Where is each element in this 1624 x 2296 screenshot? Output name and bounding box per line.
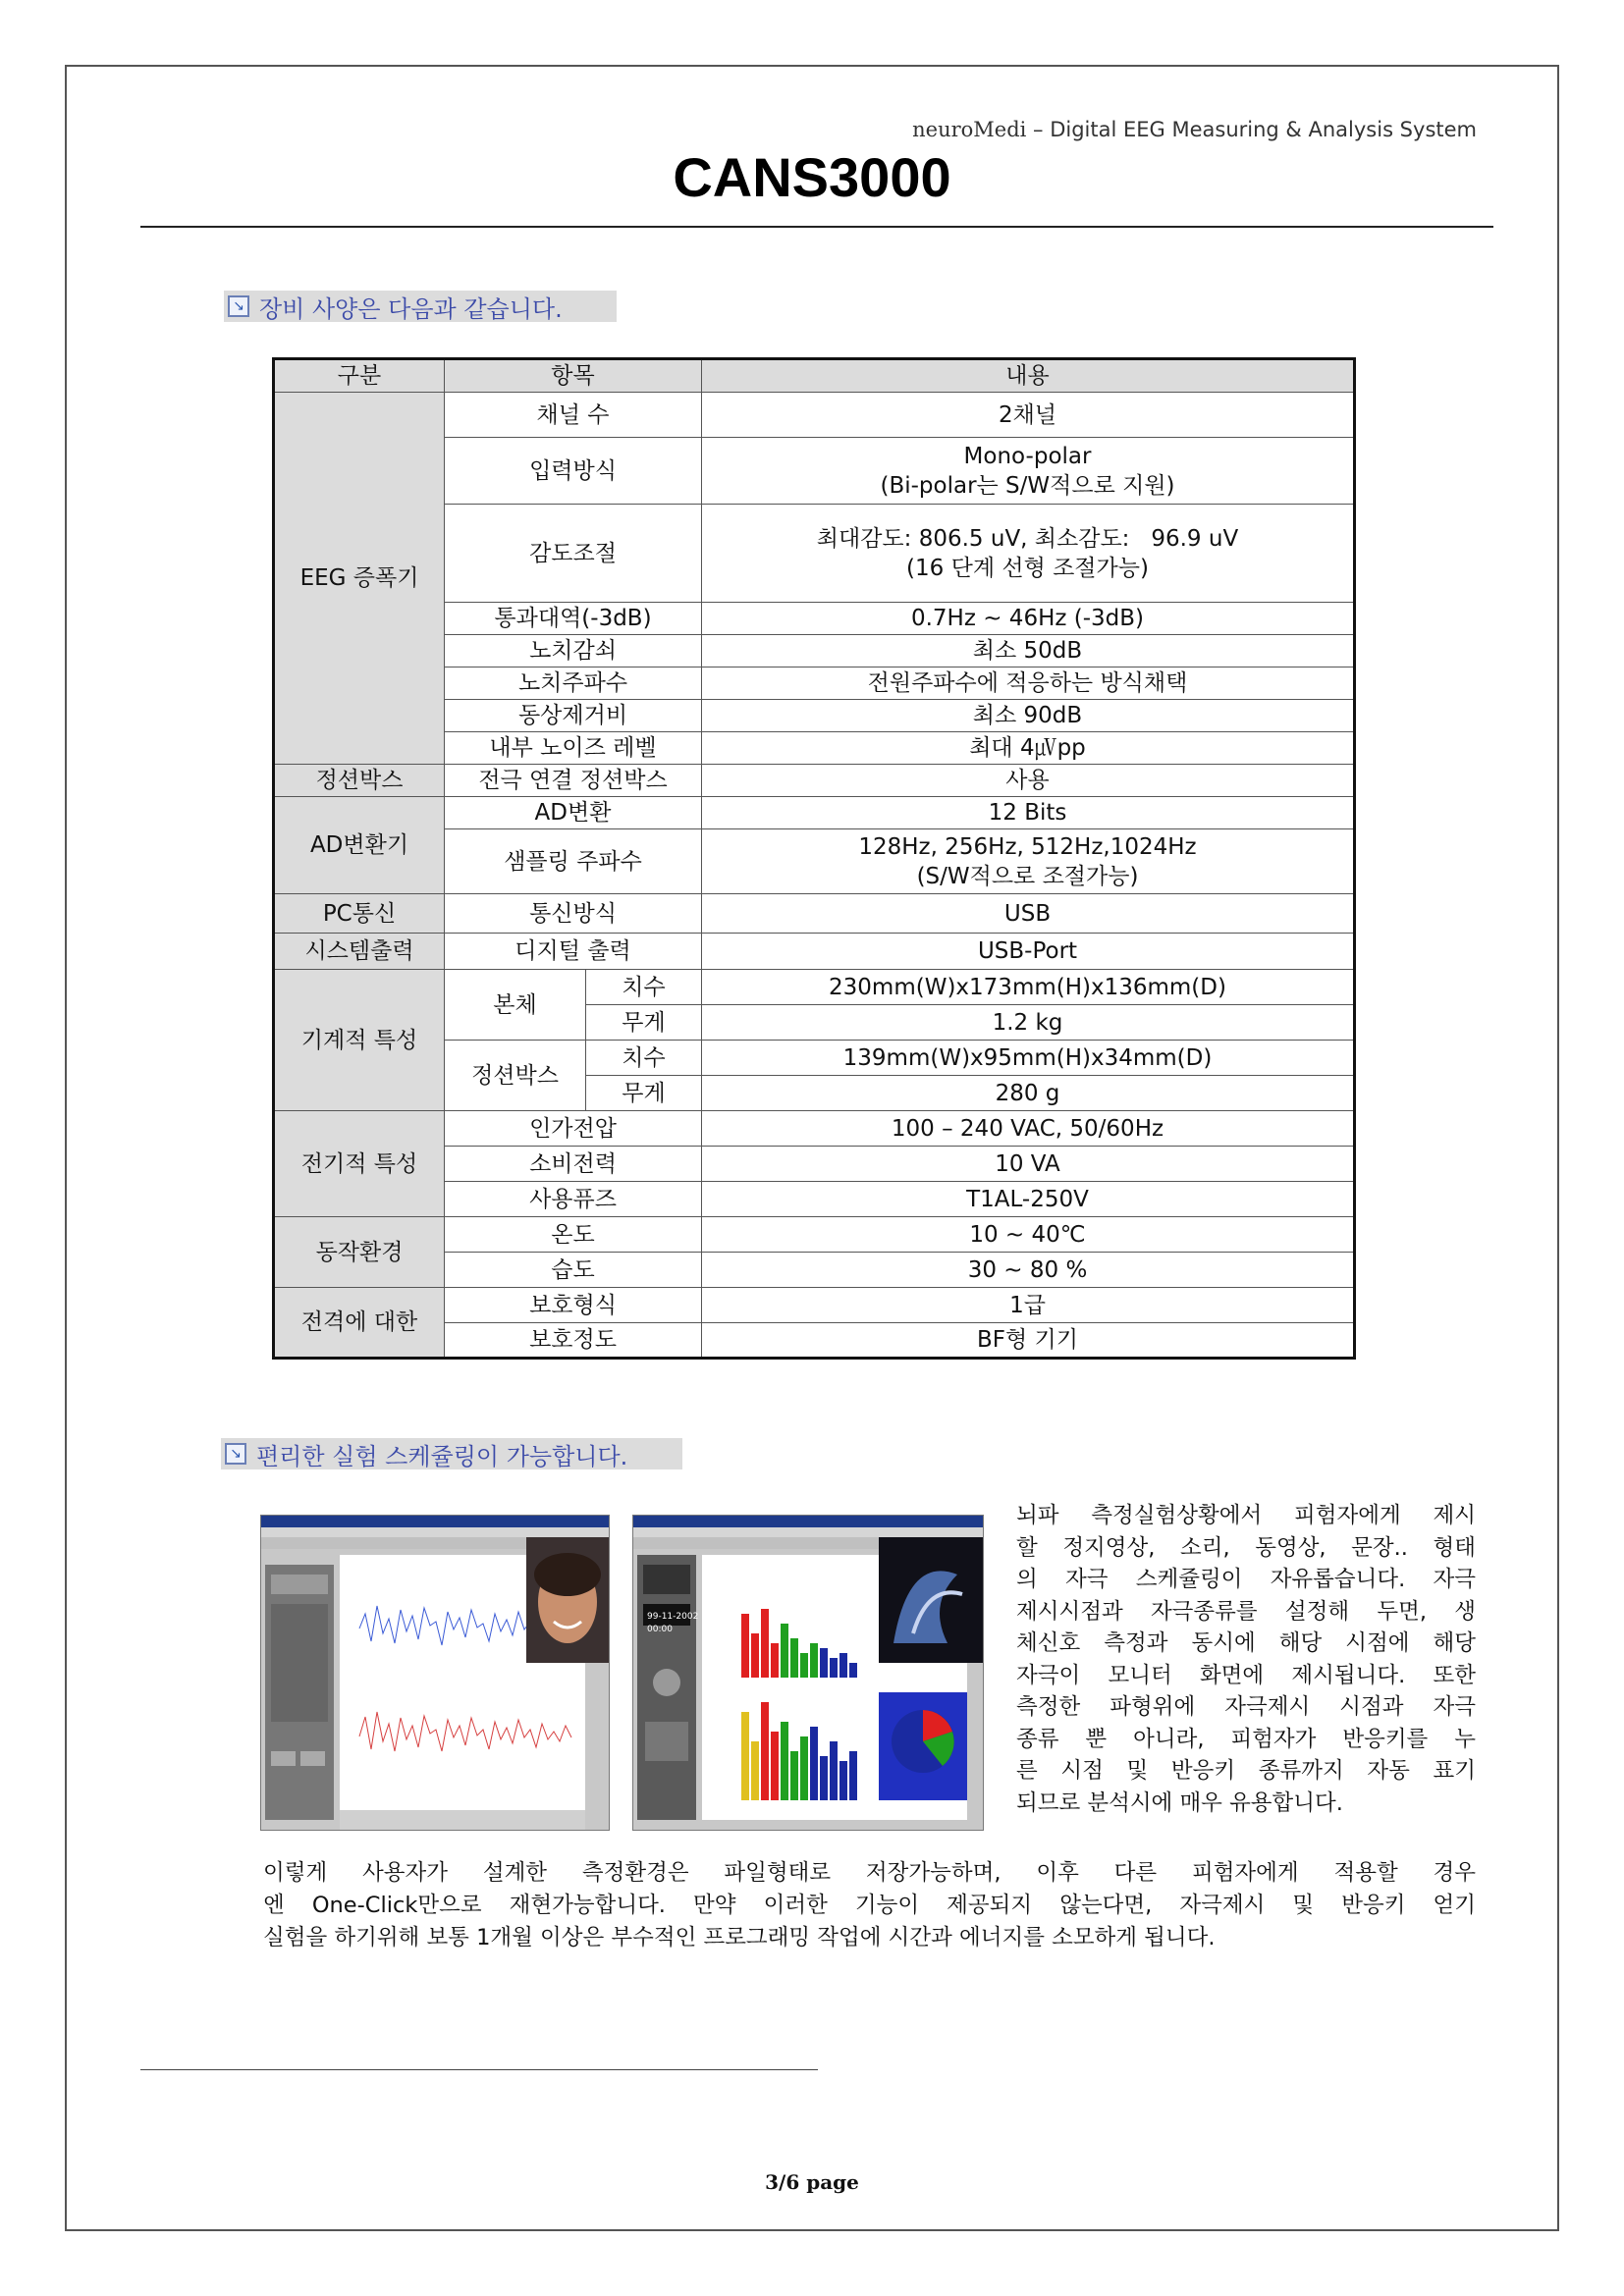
item-cell: 통신방식	[445, 894, 702, 934]
category-cell: 기계적 특성	[274, 970, 445, 1111]
category-cell: AD변환기	[274, 797, 445, 894]
header-content: 내용	[702, 359, 1355, 393]
screenshot-spectrum	[632, 1515, 984, 1831]
content-line: 128Hz, 256Hz, 512Hz,1024Hz	[858, 833, 1197, 860]
paragraph-line: 이렇게 사용자가 설계한 측정환경은 파일형태로 저장가능하며, 이후 다른 피험자에게 적용할 경우	[263, 1860, 1476, 1886]
content-cell: 10 ~ 40℃	[702, 1217, 1355, 1253]
screenshot-time: 00:00	[647, 1625, 673, 1634]
screenshot-date: 99-11-2002	[647, 1612, 699, 1622]
item-cell: 샘플링 주파수	[445, 829, 702, 894]
document-title: CANS3000	[673, 146, 951, 208]
group-cell: 정션박스	[445, 1041, 586, 1111]
brand-name: neuroMedi	[912, 118, 1027, 141]
paragraph-line: 할 정지영상, 소리, 동영상, 문장.. 형태	[1016, 1534, 1476, 1561]
item-cell: 내부 노이즈 레벨	[445, 732, 702, 765]
paragraph-line: 자극이 모니터 화면에 제시됩니다. 또한	[1016, 1662, 1476, 1688]
schedule-section-heading	[221, 1438, 682, 1469]
paragraph-line: 종류 뿐 아니라, 피험자가 반응키를 누	[1016, 1726, 1476, 1752]
item-cell: 사용퓨즈	[445, 1182, 702, 1217]
item-cell: 디지털 출력	[445, 934, 702, 970]
screenshot-spectrum-graphic	[633, 1516, 983, 1830]
item-cell: AD변환	[445, 797, 702, 829]
table-row	[274, 1217, 1355, 1253]
item-cell: 보호형식	[445, 1288, 702, 1323]
body-paragraph	[263, 1857, 1476, 1954]
group-cell: 본체	[445, 970, 586, 1041]
table-row	[274, 393, 1355, 438]
content-cell: T1AL-250V	[702, 1182, 1355, 1217]
header-rule	[140, 226, 1493, 228]
content-cell: 230mm(W)x173mm(H)x136mm(D)	[702, 970, 1355, 1005]
paragraph-line: 제시시점과 자극종류를 설정해 두면, 생	[1016, 1598, 1476, 1625]
content-cell: 100 – 240 VAC, 50/60Hz	[702, 1111, 1355, 1147]
table-header-row	[274, 359, 1355, 393]
content-cell	[702, 438, 1355, 505]
content-cell: 1.2 kg	[702, 1005, 1355, 1041]
content-cell: 0.7Hz ~ 46Hz (-3dB)	[702, 603, 1355, 635]
content-line: (S/W적으로 조절가능)	[916, 863, 1139, 889]
item-cell: 소비전력	[445, 1147, 702, 1182]
content-line: (Bi-polar는 S/W적으로 지원)	[880, 472, 1175, 499]
item-cell: 무게	[586, 1076, 702, 1111]
screenshot-waveform	[260, 1515, 610, 1831]
header-item: 항목	[445, 359, 702, 393]
item-cell: 보호정도	[445, 1323, 702, 1359]
table-row	[274, 765, 1355, 797]
spec-table	[272, 357, 1356, 1360]
item-cell: 전극 연결 정션박스	[445, 765, 702, 797]
system-description: – Digital EEG Measuring & Analysis System	[1026, 118, 1477, 141]
paragraph-line: 른 시점 및 반응키 종류까지 자동 표기	[1016, 1758, 1476, 1784]
content-cell	[702, 505, 1355, 603]
arrow-box-icon: ↘	[228, 295, 249, 317]
category-cell: 전기적 특성	[274, 1111, 445, 1217]
screenshot-waveform-graphic	[261, 1516, 609, 1830]
paragraph-line: 체신호 측정과 동시에 해당 시점에 해당	[1016, 1630, 1476, 1656]
content-cell: BF형 기기	[702, 1323, 1355, 1359]
paragraph-line: 의 자극 스케쥴링이 자유롭습니다. 자극	[1016, 1567, 1476, 1592]
item-cell: 무게	[586, 1005, 702, 1041]
content-cell: 2채널	[702, 393, 1355, 438]
page-number: 3/6 page	[765, 2170, 859, 2194]
item-cell: 채널 수	[445, 393, 702, 438]
footnote-rule	[140, 2069, 818, 2070]
scheduling-description	[1016, 1500, 1476, 1819]
category-cell: 시스템출력	[274, 934, 445, 970]
paragraph-line: 실험을 하기위해 보통 1개월 이상은 부수적인 프로그래밍 작업에 시간과 에너지를 소모하게 됩니다.	[263, 1925, 1216, 1950]
item-cell: 온도	[445, 1217, 702, 1253]
content-cell: 30 ~ 80 %	[702, 1253, 1355, 1288]
table-row	[274, 894, 1355, 934]
content-cell: 전원주파수에 적응하는 방식채택	[702, 667, 1355, 700]
table-row	[274, 934, 1355, 970]
header-subtitle	[912, 118, 1477, 141]
content-cell: USB-Port	[702, 934, 1355, 970]
table-row	[274, 970, 1355, 1005]
content-cell: 1급	[702, 1288, 1355, 1323]
paragraph-line: 되므로 분석시에 매우 유용합니다.	[1016, 1789, 1343, 1816]
category-cell: 동작환경	[274, 1217, 445, 1288]
item-cell: 치수	[586, 970, 702, 1005]
item-cell: 인가전압	[445, 1111, 702, 1147]
content-cell: 12 Bits	[702, 797, 1355, 829]
content-line: 최대감도: 806.5 uV, 최소감도: 96.9 uV	[816, 525, 1239, 552]
content-cell: 139mm(W)x95mm(H)x34mm(D)	[702, 1041, 1355, 1076]
table-row	[274, 797, 1355, 829]
content-cell: 최소 50dB	[702, 635, 1355, 667]
content-cell: 사용	[702, 765, 1355, 797]
item-cell: 치수	[586, 1041, 702, 1076]
item-cell: 노치감쇠	[445, 635, 702, 667]
item-cell: 습도	[445, 1253, 702, 1288]
content-cell: 최소 90dB	[702, 700, 1355, 732]
content-cell: USB	[702, 894, 1355, 934]
item-cell: 감도조절	[445, 505, 702, 603]
content-cell: 280 g	[702, 1076, 1355, 1111]
item-cell: 동상제거비	[445, 700, 702, 732]
paragraph-line: 뇌파 측정실험상황에서 피험자에게 제시	[1016, 1503, 1476, 1528]
table-row	[274, 1288, 1355, 1323]
spec-section-heading	[224, 291, 617, 322]
content-line: Mono-polar	[963, 443, 1092, 469]
paragraph-line: 측정한 파형위에 자극제시 시점과 자극	[1016, 1694, 1476, 1720]
category-cell: PC통신	[274, 894, 445, 934]
table-row	[274, 1111, 1355, 1147]
header-category: 구분	[274, 359, 445, 393]
content-line: (16 단계 선형 조절가능)	[906, 555, 1149, 581]
schedule-heading-text: 편리한 실험 스케쥴링이 가능합니다.	[256, 1442, 628, 1470]
item-cell: 노치주파수	[445, 667, 702, 700]
spec-heading-text: 장비 사양은 다음과 같습니다.	[259, 294, 563, 323]
category-cell: EEG 증폭기	[274, 393, 445, 765]
paragraph-line: 엔 One-Click만으로 재현가능합니다. 만약 이러한 기능이 제공되지 않는다면, 자극제시 및 반응키 얻기	[263, 1893, 1476, 1918]
content-cell	[702, 829, 1355, 894]
category-cell: 정션박스	[274, 765, 445, 797]
item-cell: 입력방식	[445, 438, 702, 505]
content-cell: 최대 4㎶pp	[702, 732, 1355, 765]
arrow-box-icon: ↘	[225, 1443, 246, 1465]
content-cell: 10 VA	[702, 1147, 1355, 1182]
item-cell: 통과대역(-3dB)	[445, 603, 702, 635]
category-cell: 전격에 대한	[274, 1288, 445, 1359]
